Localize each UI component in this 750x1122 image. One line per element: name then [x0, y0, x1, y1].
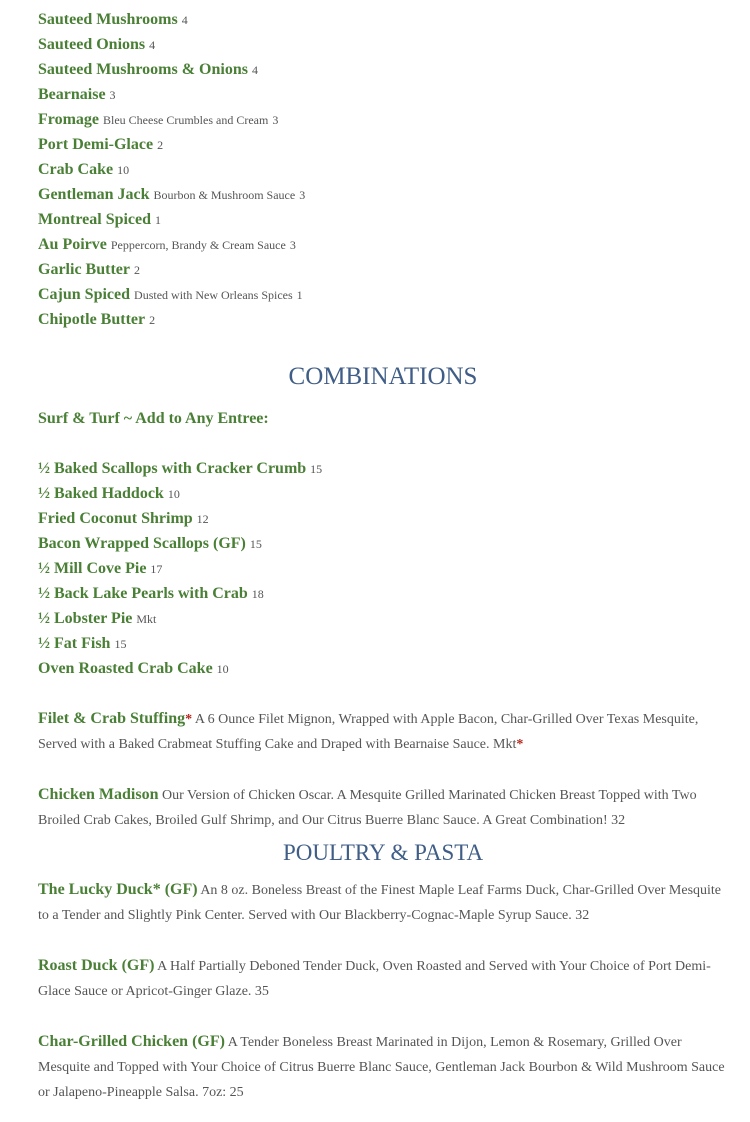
filet-crab-item — [38, 706, 728, 757]
list-item: Chipotle Butter 2 — [38, 311, 156, 328]
list-item: ½ Back Lake Pearls with Crab 18 — [38, 585, 264, 602]
list-item: ½ Lobster Pie Mkt — [38, 610, 157, 627]
section-title-combinations: COMBINATIONS — [288, 363, 478, 390]
list-item: Gentleman Jack Bourbon & Mushroom Sauce 3 — [38, 186, 306, 203]
addons-list — [38, 456, 728, 681]
item-desc: A 6 Ounce Filet Mignon, Wrapped with Apple Bacon, Char-Grilled Over Texas Mesquite, Served with a Baked Crabmeat Stuffing Cake and Draped with Bearnaise Sauce. Mkt — [38, 712, 699, 752]
list-item: Sauteed Mushrooms & Onions 4 — [38, 61, 258, 78]
menu-page — [38, 7, 728, 1105]
list-item: Sauteed Mushrooms 4 — [38, 11, 188, 28]
list-item: Garlic Butter 2 — [38, 261, 140, 278]
list-item: ½ Baked Scallops with Cracker Crumb 15 — [38, 460, 323, 477]
list-item: Au Poirve Peppercorn, Brandy & Cream Sauce 3 — [38, 236, 296, 253]
item-desc: An 8 oz. Boneless Breast of the Finest Maple Leaf Farms Duck, Char-Grilled Over Mesquite to a Tender and Slightly Pink Center. Served with Our Blackberry-Cognac-Maple Syrup Sauce. 32 — [38, 883, 722, 923]
list-item: Sauteed Onions 4 — [38, 36, 156, 53]
item-desc: Our Version of Chicken Oscar. A Mesquite Grilled Marinated Chicken Breast Topped with Two Broiled Crab Cakes, Broiled Gulf Shrimp, and Our Citrus Buerre Blanc Sauce. A Great Combination! 32 — [38, 788, 697, 828]
menu-item — [38, 1029, 728, 1105]
surf-turf-heading: Surf & Turf ~ Add to Any Entree: — [38, 410, 269, 427]
item-name: Filet & Crab Stuffing — [38, 710, 186, 727]
item-desc: A Half Partially Deboned Tender Duck, Oven Roasted and Served with Your Choice of Port Demi-Glace Sauce or Apricot-Ginger Glaze. 35 — [38, 959, 711, 999]
list-item: Fromage Bleu Cheese Crumbles and Cream 3 — [38, 111, 279, 128]
raw-warning-star: * — [516, 737, 524, 752]
list-item: Port Demi-Glace 2 — [38, 136, 164, 153]
list-item: ½ Baked Haddock 10 — [38, 485, 180, 502]
toppings-list — [38, 7, 728, 332]
menu-item — [38, 953, 728, 1004]
chicken-madison-item — [38, 782, 728, 833]
item-name: Char-Grilled Chicken (GF) — [38, 1033, 225, 1050]
list-item: ½ Mill Cove Pie 17 — [38, 560, 163, 577]
list-item: Bearnaise 3 — [38, 86, 116, 103]
item-name: Roast Duck (GF) — [38, 957, 155, 974]
list-item: Fried Coconut Shrimp 12 — [38, 510, 209, 527]
list-item: Bacon Wrapped Scallops (GF) 15 — [38, 535, 262, 552]
list-item: Crab Cake 10 — [38, 161, 130, 178]
raw-warning-star: * — [185, 712, 193, 727]
item-name: The Lucky Duck* (GF) — [38, 881, 198, 898]
menu-item — [38, 877, 728, 928]
list-item: Oven Roasted Crab Cake 10 — [38, 660, 229, 677]
item-name: Chicken Madison — [38, 786, 159, 803]
list-item: ½ Fat Fish 15 — [38, 635, 127, 652]
item-desc: A Tender Boneless Breast Marinated in Dijon, Lemon & Rosemary, Grilled Over Mesquite and Topped with Your Choice of Citrus Buerre Blanc Sauce, Gentleman Jack Bourbon & Wild Mushroom Sauce or Jalapeno-Pineapple Salsa. 7oz: 25 — [38, 1035, 725, 1100]
list-item: Montreal Spiced 1 — [38, 211, 162, 228]
section-title-poultry-pasta: POULTRY & PASTA — [282, 840, 484, 865]
list-item: Cajun Spiced Dusted with New Orleans Spices 1 — [38, 286, 303, 303]
